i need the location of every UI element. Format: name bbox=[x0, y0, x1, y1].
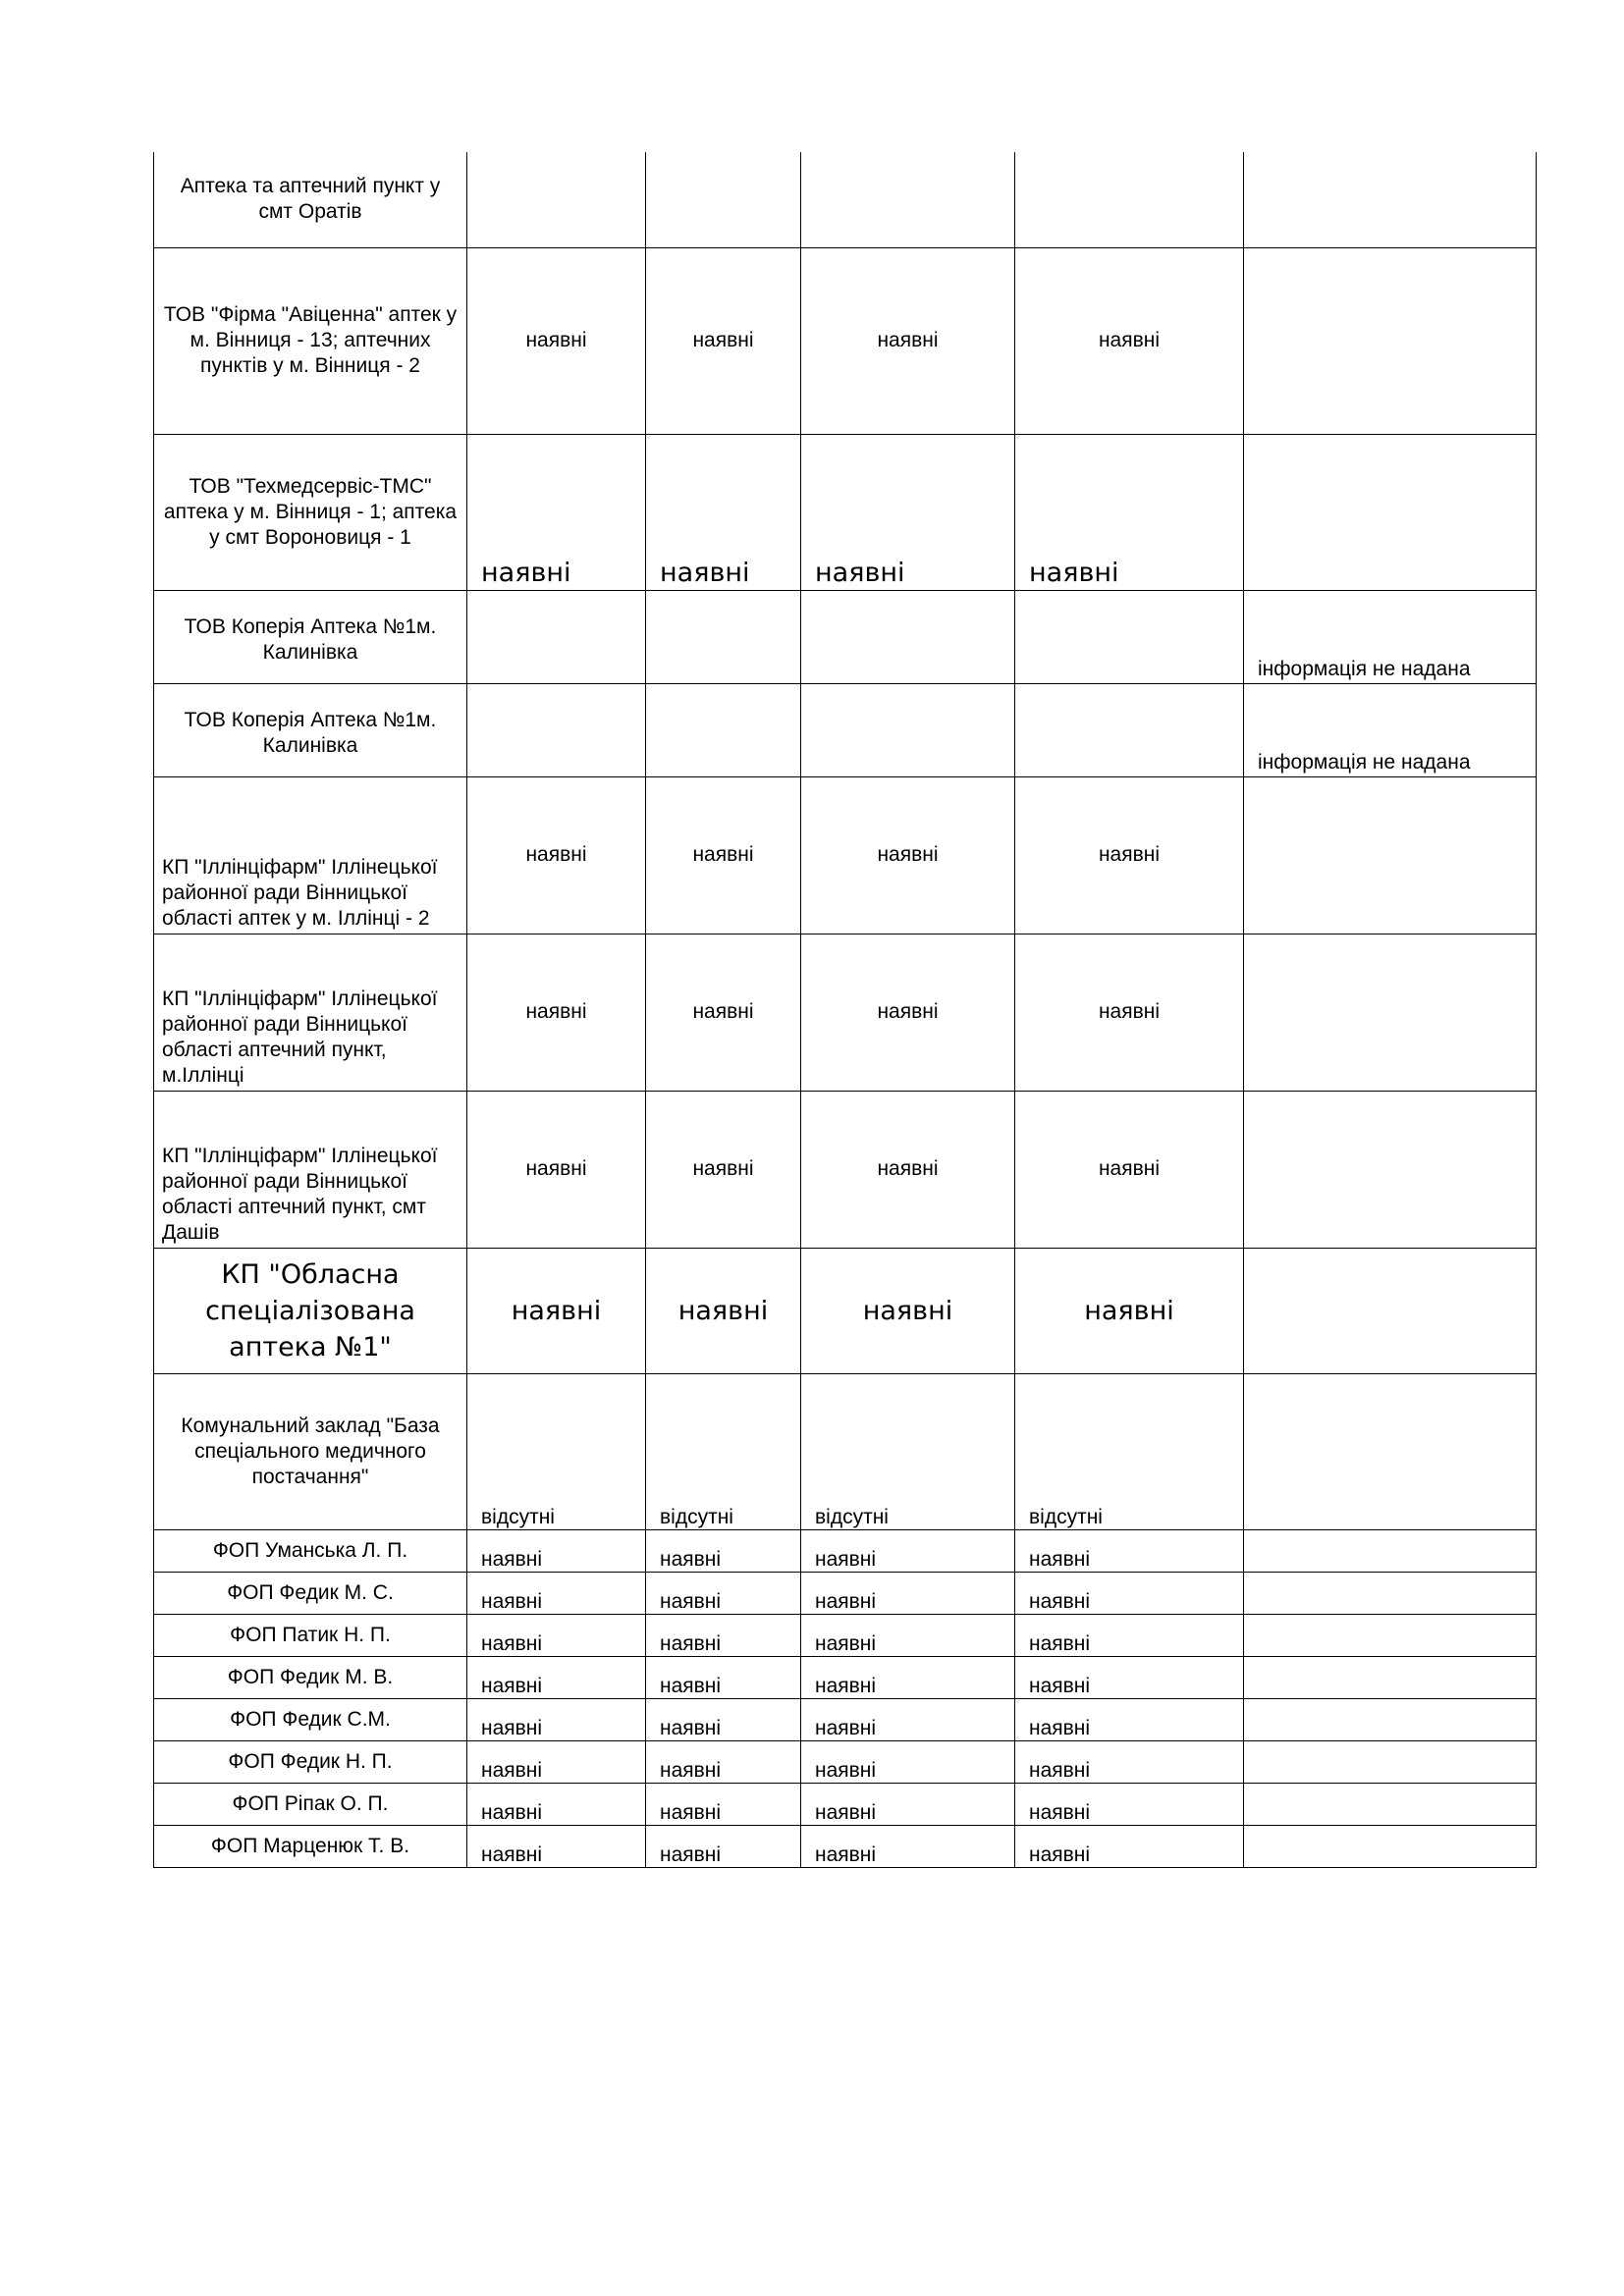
status-cell: наявні bbox=[1015, 1248, 1244, 1373]
table-cell bbox=[467, 683, 646, 776]
status-cell: наявні bbox=[467, 934, 646, 1091]
status-cell: наявні bbox=[801, 1614, 1015, 1656]
status-cell: наявні bbox=[646, 247, 801, 434]
status-cell: наявні bbox=[467, 1698, 646, 1740]
status-cell: наявні bbox=[467, 1091, 646, 1248]
table-row bbox=[154, 1825, 1537, 1867]
status-cell: наявні bbox=[646, 1698, 801, 1740]
status-cell: наявні bbox=[646, 1740, 801, 1783]
pharmacy-name-cell: ФОП Федик Н. П. bbox=[154, 1740, 467, 1783]
status-cell: наявні bbox=[801, 1783, 1015, 1825]
info-cell bbox=[1244, 776, 1537, 934]
table-cell bbox=[801, 683, 1015, 776]
status-cell: наявні bbox=[801, 1248, 1015, 1373]
table-row bbox=[154, 1373, 1537, 1529]
table-row bbox=[154, 434, 1537, 590]
status-cell: наявні bbox=[646, 1248, 801, 1373]
info-cell bbox=[1244, 1091, 1537, 1248]
status-cell: наявні bbox=[1015, 776, 1244, 934]
pharmacy-name-cell: КП "Іллінціфарм" Іллінецької районної ради Вінницької області аптечний пункт, смт Дашів bbox=[154, 1091, 467, 1248]
table-row bbox=[154, 1091, 1537, 1248]
table-row bbox=[154, 1529, 1537, 1572]
table-cell bbox=[801, 590, 1015, 683]
status-cell: наявні bbox=[1015, 1529, 1244, 1572]
pharmacy-name-cell: ФОП Патик Н. П. bbox=[154, 1614, 467, 1656]
table-row bbox=[154, 1698, 1537, 1740]
pharmacy-name-cell: ТОВ "Техмедсервіс-ТМС" аптека у м. Вінниця - 1; аптека у смт Вороновиця - 1 bbox=[154, 434, 467, 590]
table-row bbox=[154, 1740, 1537, 1783]
table-row bbox=[154, 590, 1537, 683]
status-cell: наявні bbox=[801, 1091, 1015, 1248]
status-cell: наявні bbox=[1015, 247, 1244, 434]
table-row bbox=[154, 152, 1537, 247]
info-cell bbox=[1244, 1825, 1537, 1867]
info-cell bbox=[1244, 934, 1537, 1091]
pharmacy-name-cell: Комунальний заклад "База спеціального медичного постачання" bbox=[154, 1373, 467, 1529]
table-row bbox=[154, 1783, 1537, 1825]
table-row bbox=[154, 683, 1537, 776]
status-cell: наявні bbox=[467, 1248, 646, 1373]
status-cell: наявні bbox=[646, 1656, 801, 1698]
table-row bbox=[154, 1656, 1537, 1698]
status-cell: наявні bbox=[1015, 1783, 1244, 1825]
status-cell: наявні bbox=[467, 1614, 646, 1656]
table-cell bbox=[646, 152, 801, 247]
status-cell: наявні bbox=[1015, 1825, 1244, 1867]
status-cell: наявні bbox=[801, 776, 1015, 934]
table-cell bbox=[1015, 683, 1244, 776]
info-cell bbox=[1244, 1529, 1537, 1572]
status-cell: відсутні bbox=[467, 1373, 646, 1529]
pharmacy-name-cell: ТОВ Коперія Аптека №1м. Калинівка bbox=[154, 590, 467, 683]
pharmacy-name-cell: ФОП Федик М. С. bbox=[154, 1572, 467, 1614]
status-cell: відсутні bbox=[801, 1373, 1015, 1529]
table-row bbox=[154, 1248, 1537, 1373]
info-cell bbox=[1244, 434, 1537, 590]
pharmacy-name-cell: ФОП Федик М. В. bbox=[154, 1656, 467, 1698]
table-cell bbox=[801, 152, 1015, 247]
table-cell bbox=[646, 683, 801, 776]
info-cell bbox=[1244, 1740, 1537, 1783]
pharmacy-name-cell: ФОП Марценюк Т. В. bbox=[154, 1825, 467, 1867]
table-row bbox=[154, 1614, 1537, 1656]
info-cell: інформація не надана bbox=[1244, 590, 1537, 683]
status-cell: наявні bbox=[1015, 1614, 1244, 1656]
status-cell: відсутні bbox=[646, 1373, 801, 1529]
info-cell bbox=[1244, 1248, 1537, 1373]
status-cell: наявні bbox=[801, 1698, 1015, 1740]
pharmacy-name-cell: КП "Іллінціфарм" Іллінецької районної ради Вінницької області аптек у м. Іллінці - 2 bbox=[154, 776, 467, 934]
status-cell: наявні bbox=[801, 247, 1015, 434]
info-cell bbox=[1244, 1614, 1537, 1656]
status-cell: наявні bbox=[1015, 1656, 1244, 1698]
status-cell: наявні bbox=[467, 1656, 646, 1698]
status-cell: наявні bbox=[646, 1091, 801, 1248]
status-cell: наявні bbox=[1015, 934, 1244, 1091]
status-cell: наявні bbox=[1015, 1740, 1244, 1783]
pharmacy-name-cell: ФОП Ріпак О. П. bbox=[154, 1783, 467, 1825]
table-row bbox=[154, 247, 1537, 434]
pharmacy-name-cell: КП "Обласна спеціалізована аптека №1" bbox=[154, 1248, 467, 1373]
status-cell: наявні bbox=[1015, 434, 1244, 590]
status-cell: наявні bbox=[646, 1572, 801, 1614]
status-cell: наявні bbox=[467, 1529, 646, 1572]
table-cell bbox=[467, 152, 646, 247]
pharmacy-name-cell: ТОВ Коперія Аптека №1м. Калинівка bbox=[154, 683, 467, 776]
info-cell: інформація не надана bbox=[1244, 683, 1537, 776]
table-cell bbox=[1015, 590, 1244, 683]
status-cell: наявні bbox=[467, 434, 646, 590]
status-cell: наявні bbox=[467, 776, 646, 934]
status-cell: наявні bbox=[1015, 1698, 1244, 1740]
info-cell bbox=[1244, 1698, 1537, 1740]
table-cell bbox=[1015, 152, 1244, 247]
table-row bbox=[154, 776, 1537, 934]
status-cell: наявні bbox=[467, 1572, 646, 1614]
pharmacy-name-cell: Аптека та аптечний пункт у смт Оратів bbox=[154, 152, 467, 247]
status-cell: наявні bbox=[801, 434, 1015, 590]
status-cell: наявні bbox=[646, 1825, 801, 1867]
table-cell bbox=[467, 590, 646, 683]
status-cell: наявні bbox=[801, 1825, 1015, 1867]
info-cell bbox=[1244, 247, 1537, 434]
info-cell bbox=[1244, 1373, 1537, 1529]
info-cell bbox=[1244, 1783, 1537, 1825]
status-cell: наявні bbox=[801, 934, 1015, 1091]
pharmacy-name-cell: КП "Іллінціфарм" Іллінецької районної ради Вінницької області аптечний пункт, м.Іллінці bbox=[154, 934, 467, 1091]
status-cell: наявні bbox=[646, 1529, 801, 1572]
status-cell: наявні bbox=[801, 1572, 1015, 1614]
status-cell: наявні bbox=[467, 1825, 646, 1867]
pharmacy-name-cell: ТОВ "Фірма "Авіценна" аптек у м. Вінниця - 13; аптечних пунктів у м. Вінниця - 2 bbox=[154, 247, 467, 434]
status-cell: наявні bbox=[467, 1740, 646, 1783]
status-cell: наявні bbox=[1015, 1091, 1244, 1248]
pharmacy-table bbox=[153, 152, 1537, 1868]
table-row bbox=[154, 934, 1537, 1091]
table-row bbox=[154, 1572, 1537, 1614]
status-cell: наявні bbox=[801, 1740, 1015, 1783]
status-cell: наявні bbox=[1015, 1572, 1244, 1614]
status-cell: наявні bbox=[801, 1529, 1015, 1572]
status-cell: відсутні bbox=[1015, 1373, 1244, 1529]
status-cell: наявні bbox=[646, 1614, 801, 1656]
status-cell: наявні bbox=[467, 1783, 646, 1825]
info-cell bbox=[1244, 152, 1537, 247]
status-cell: наявні bbox=[646, 1783, 801, 1825]
pharmacy-name-cell: ФОП Уманська Л. П. bbox=[154, 1529, 467, 1572]
status-cell: наявні bbox=[646, 434, 801, 590]
info-cell bbox=[1244, 1572, 1537, 1614]
status-cell: наявні bbox=[646, 776, 801, 934]
table-cell bbox=[646, 590, 801, 683]
status-cell: наявні bbox=[467, 247, 646, 434]
pharmacy-name-cell: ФОП Федик С.М. bbox=[154, 1698, 467, 1740]
status-cell: наявні bbox=[801, 1656, 1015, 1698]
status-cell: наявні bbox=[646, 934, 801, 1091]
info-cell bbox=[1244, 1656, 1537, 1698]
